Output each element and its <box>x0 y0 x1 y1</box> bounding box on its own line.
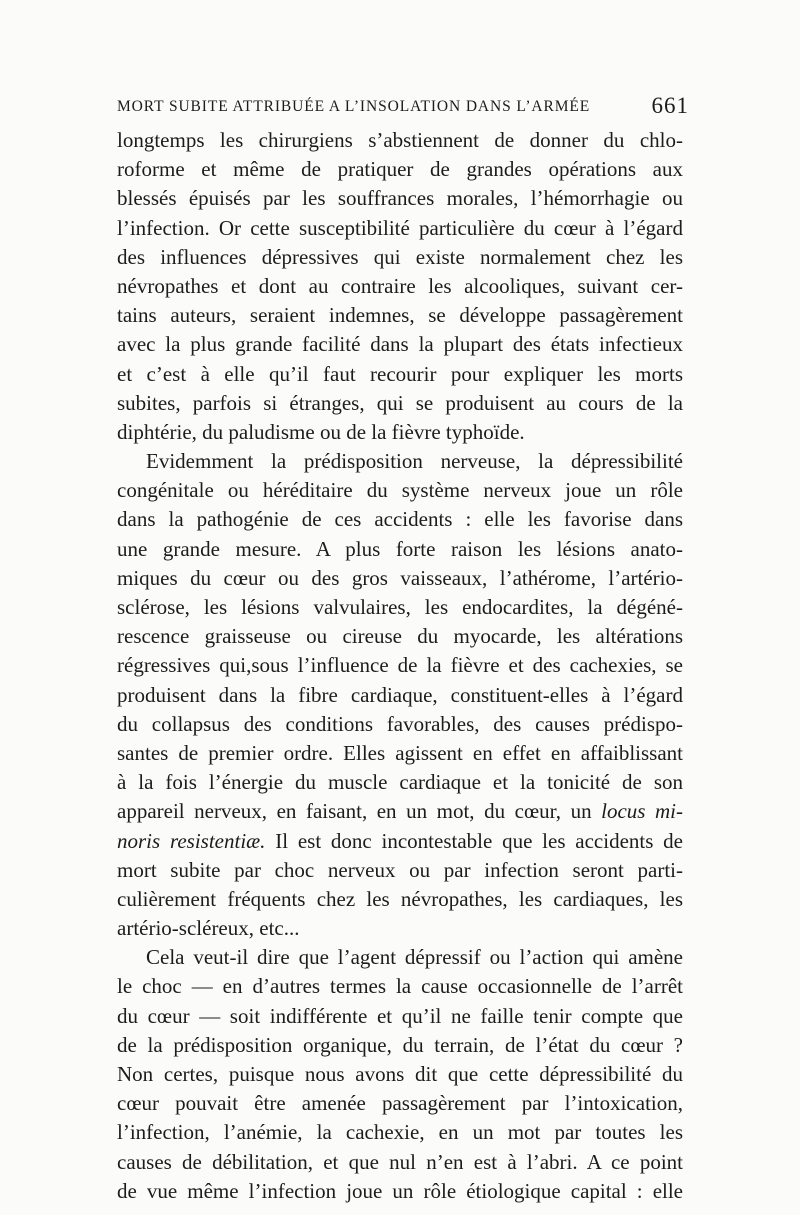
text-span: avec la plus grande facilité dans la plupart des états infectieux <box>117 332 683 357</box>
text-span: congénitale ou héréditaire du système nerveux joue un rôle <box>117 478 683 503</box>
text-line <box>117 418 683 447</box>
text-line <box>117 389 683 418</box>
text-line <box>117 1031 683 1060</box>
text-line <box>117 797 683 826</box>
text-span: régressives qui,sous l’influence de la fièvre et des cachexies, se <box>117 653 683 678</box>
text-span: mort subite par choc nerveux ou par infection seront parti- <box>117 857 683 882</box>
text-line <box>117 535 683 564</box>
text-span: de vue même l’infection joue un rôle étiologique capital : elle <box>117 1178 683 1203</box>
text-span: cœur pouvait être amenée passagèrement par l’intoxication, <box>117 1091 683 1116</box>
page-number: 661 <box>651 93 689 118</box>
text-span: artério-scléreux, etc... <box>117 916 300 941</box>
body-text <box>117 126 683 1206</box>
text-span: produisent dans la fibre cardiaque, constituent-elles à l’égard <box>117 682 683 707</box>
text-span: causes de débilitation, et que nul n’en est à l’abri. A ce point <box>117 1149 683 1174</box>
text-line <box>117 184 683 213</box>
text-line <box>117 827 683 856</box>
text-line <box>117 243 683 272</box>
text-line <box>117 739 683 768</box>
text-span: sclérose, les lésions valvulaires, les endocardites, la dégéné- <box>117 595 683 619</box>
text-line <box>117 593 683 622</box>
text-span: roforme et même de pratiquer de grandes opérations aux <box>117 157 683 182</box>
text-line <box>117 155 683 184</box>
text-line <box>117 622 683 651</box>
text-span: de la prédisposition organique, du terrain, de l’état du cœur ? <box>117 1032 683 1057</box>
text-span: du cœur — soit indifférente et qu’il ne faille tenir compte que <box>117 1003 683 1028</box>
text-line <box>117 476 683 505</box>
text-line <box>117 681 683 710</box>
text-line <box>117 1148 683 1177</box>
text-span: une grande mesure. A plus forte raison les lésions anato- <box>117 536 683 561</box>
text-line <box>117 914 683 943</box>
text-span: diphtérie, du paludisme ou de la fièvre typhoïde. <box>117 419 525 444</box>
text-line <box>117 651 683 680</box>
text-span: culièrement fréquents chez les névropathes, les cardiaques, les <box>117 886 683 911</box>
text-span: rescence graisseuse ou cireuse du myocarde, les altérations <box>117 624 683 649</box>
text-line <box>117 272 683 301</box>
text-span: Evidemment la prédisposition nerveuse, la dépressibilité <box>146 449 683 474</box>
text-span: longtemps les chirurgiens s’abstiennent de donner du chlo- <box>117 128 683 152</box>
text-span: du collapsus des conditions favorables, des causes prédispo- <box>117 711 683 736</box>
text-span: le choc — en d’autres termes la cause occasionnelle de l’arrêt <box>117 974 683 999</box>
text-line <box>117 505 683 534</box>
text-span: des influences dépressives qui existe normalement chez les <box>117 244 683 269</box>
text-span: subites, parfois si étranges, qui se produisent au cours de la <box>117 390 683 415</box>
text-line <box>117 768 683 797</box>
running-header: MORT SUBITE ATTRIBUÉE A L’INSOLATION DANS L’ARMÉE <box>117 98 591 115</box>
text-line <box>117 126 683 155</box>
text-span: Cela veut-il dire que l’agent dépressif ou l’action qui amène <box>146 945 683 970</box>
text-span: Il est donc incontestable que les accidents de <box>275 828 683 853</box>
text-line <box>117 1089 683 1118</box>
text-line <box>117 710 683 739</box>
text-span: l’infection. Or cette susceptibilité particulière du cœur à l’égard <box>117 215 683 240</box>
text-line <box>117 1060 683 1089</box>
text-line <box>117 1177 683 1206</box>
text-span: à la fois l’énergie du muscle cardiaque et la tonicité de son <box>117 770 683 795</box>
text-span: tains auteurs, seraient indemnes, se développe passagèrement <box>117 303 683 328</box>
text-span: Non certes, puisque nous avons dit que cette dépressibilité du <box>117 1062 683 1086</box>
text-line <box>117 972 683 1001</box>
text-line <box>117 1118 683 1147</box>
text-span: l’infection, l’anémie, la cachexie, en un mot par toutes les <box>117 1120 683 1145</box>
italic-text: locus mi- <box>601 799 683 824</box>
text-line <box>117 885 683 914</box>
text-line <box>117 856 683 885</box>
text-line <box>117 1002 683 1031</box>
text-line <box>117 214 683 243</box>
text-span: et c’est à elle qu’il faut recourir pour expliquer les morts <box>117 361 683 386</box>
text-line <box>117 943 683 972</box>
text-span: appareil nerveux, en faisant, en un mot, du cœur, un <box>117 799 592 824</box>
text-span: miques du cœur ou des gros vaisseaux, l’athérome, l’artério- <box>117 565 683 590</box>
text-line <box>117 564 683 593</box>
text-line <box>117 330 683 359</box>
text-span: santes de premier ordre. Elles agissent en effet en affaiblissant <box>117 740 683 765</box>
text-span: névropathes et dont au contraire les alcooliques, suivant cer- <box>117 273 683 298</box>
text-line <box>117 447 683 476</box>
italic-text: noris resistentiæ. <box>117 828 266 853</box>
text-line <box>117 301 683 330</box>
text-span: blessés épuisés par les souffrances morales, l’hémorrhagie ou <box>117 186 683 211</box>
text-line <box>117 360 683 389</box>
text-span: dans la pathogénie de ces accidents : elle les favorise dans <box>117 507 683 532</box>
